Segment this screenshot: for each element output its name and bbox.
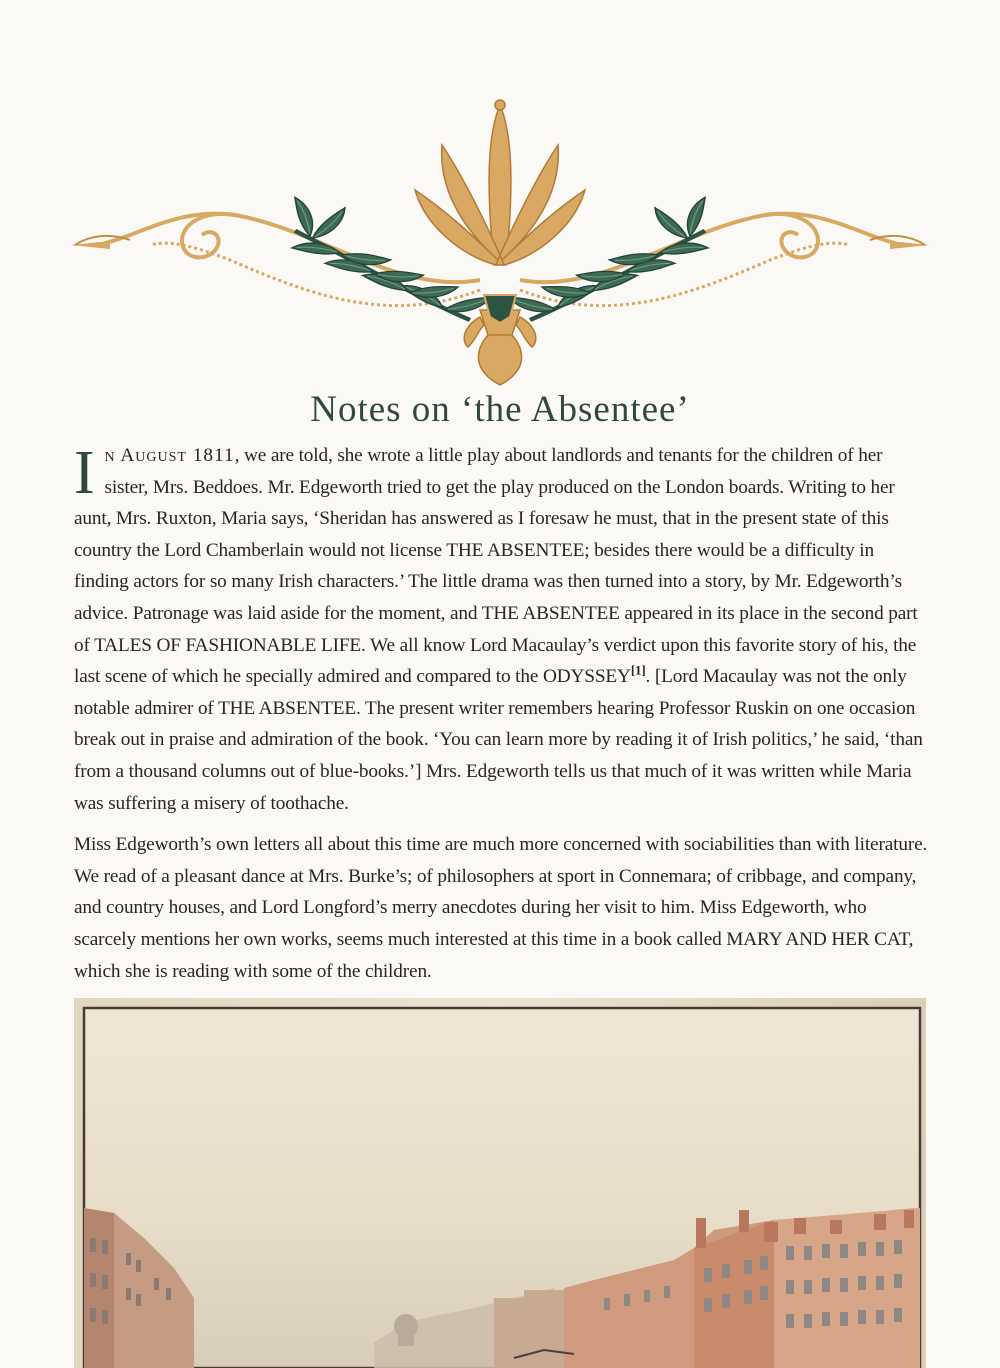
footnote-link[interactable]: [1] <box>630 662 646 678</box>
paragraph-1-text-b: . [Lord Macaulay was not the only notable admirer of THE ABSENTEE. The present writer remembers hearing Professor Ruskin on one occasion break out in praise and admiration of the book. ‘You can learn more by reading it of Irish politics,’ he said, ‘than from a thousand columns out of blue-books.’] Mrs. Edgeworth tells us that much of it was written while Maria was suffering a misery of toothache. <box>74 666 923 814</box>
paragraph-2: Miss Edgeworth’s own letters all about this time are much more concerned with sociabilities than with literature. We read of a pleasant dance at Mrs. Burke’s; of philosophers at sport in Connemara; of cribbage, and company, and country houses, and Lord Longford’s merry anecdotes during her visit to him. Miss Edgeworth, who scarcely mentions her own works, seems much interested at this time in a book called MARY AND HER CAT, which she is reading with some of the children. <box>74 834 928 982</box>
article-body <box>74 440 930 997</box>
paragraph-1 <box>74 440 930 819</box>
ornamental-header-icon <box>70 95 930 390</box>
page-title: Notes on ‘the Absentee’ <box>310 389 690 430</box>
drop-cap: I <box>74 439 95 507</box>
opening-smallcaps: n August 1811 <box>104 445 235 466</box>
paragraph-1-text-a: , we are told, she wrote a little play about landlords and tenants for the children of her sister, Mrs. Beddoes. Mr. Edgeworth tried to get the play produced on the London boards. Writing to her aunt, Mrs. Ruxton, Maria says, ‘Sheridan has answered as I foresaw he must, that in the present state of this country the Lord Chamberlain would not license THE ABSENTEE; besides there would be a difficulty in finding actors for so many Irish characters.’ The little drama was then turned into a story, by Mr. Edgeworth’s advice. Patronage was laid aside for the moment, and THE ABSENTEE appeared in its place in the second part of TALES OF FASHIONABLE LIFE. We all know Lord Macaulay’s verdict upon this favorite story of his, the last scene of which he specially admired and compared to the ODYSSEY <box>74 445 918 688</box>
street-scene-illustration <box>74 998 926 1368</box>
